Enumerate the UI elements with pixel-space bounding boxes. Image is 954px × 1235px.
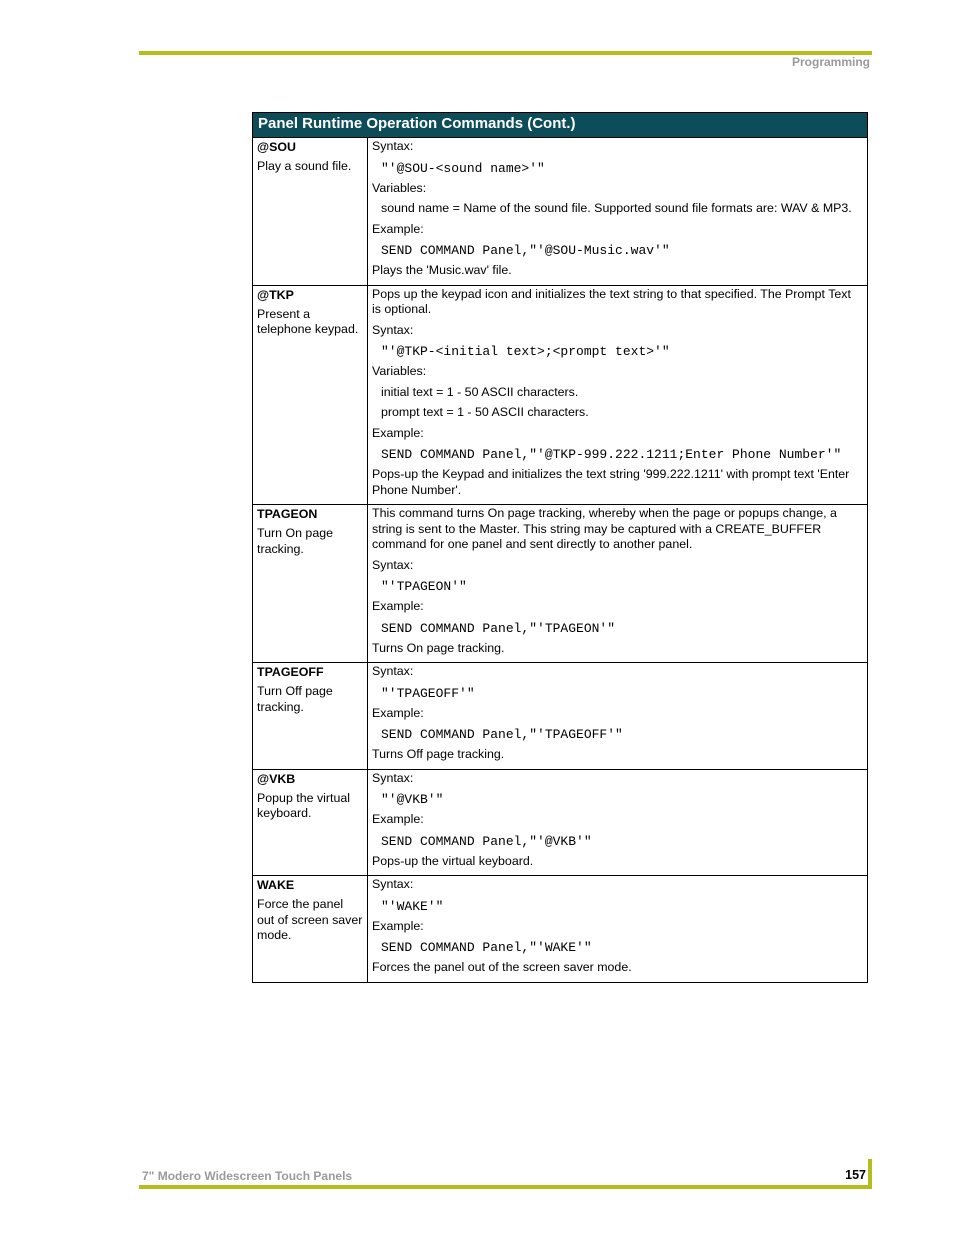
detail-text: Syntax: [372,557,414,572]
detail-text: Syntax: [372,322,414,337]
table-row [253,876,867,982]
code-line: SEND COMMAND Panel,"'WAKE'" [381,940,592,955]
detail-text: Pops up the keypad icon and initializes the text string to that specified. The Prompt Text is optional. [372,286,851,316]
detail-text: Variables: [372,180,427,195]
details-cell [368,770,867,876]
code-line: SEND COMMAND Panel,"'@TKP-999.222.1211;Enter Phone Number'" [381,447,842,462]
command-name: TPAGEON [257,507,318,521]
command-name: TPAGEOFF [257,665,324,679]
code-line: SEND COMMAND Panel,"'TPAGEOFF'" [381,727,623,742]
command-description: Force the panel out of screen saver mode. [257,897,363,942]
variable-line: prompt text = 1 - 50 ASCII characters. [381,405,589,419]
command-cell [253,663,368,769]
details-cell [368,876,867,982]
code-line: "'TPAGEOFF'" [381,685,475,701]
code-line: "'@SOU-<sound name>'" [381,160,545,176]
table-row [253,770,867,877]
detail-text: Syntax: [372,139,414,153]
details-cell [368,505,867,662]
command-name: @SOU [257,140,296,154]
detail-text: Syntax: [372,877,414,891]
detail-text: Pops-up the virtual keyboard. [372,853,534,868]
detail-text: Turns Off page tracking. [372,747,505,761]
detail-text: Example: [372,705,424,720]
command-name: @TKP [257,287,294,302]
command-name: @VKB [257,771,296,786]
command-name: WAKE [257,878,295,892]
detail-text: Pops-up the Keypad and initializes the text string '999.222.1211' with prompt text 'Enter Phone Number'. [372,467,850,497]
detail-text: Variables: [372,364,427,378]
detail-text: Example: [372,812,424,826]
detail-text: Plays the 'Music.wav' file. [372,263,512,277]
table-row [253,663,867,770]
table-row [253,286,867,506]
variable-line: sound name = Name of the sound file. Supported sound file formats are: WAV & MP3. [381,201,852,215]
code-line: "'@TKP-<initial text>;<prompt text>'" [381,344,670,359]
table-row [253,505,867,663]
code-line: "'@VKB'" [381,792,444,807]
detail-text: Example: [372,918,424,933]
detail-text: Turns On page tracking. [372,640,505,655]
detail-text: Example: [372,425,424,440]
detail-text: Syntax: [372,664,414,678]
detail-text: This command turns On page tracking, whereby when the page or popups change, a string is sent to the Master. This string may be captured with a CREATE_BUFFER command for one panel and sent directly to another panel. [372,506,837,551]
table-row [253,138,867,286]
page-number: 157 [845,1168,866,1182]
code-line: SEND COMMAND Panel,"'@SOU-Music.wav'" [381,243,670,258]
command-cell [253,286,368,505]
table-title: Panel Runtime Operation Commands (Cont.) [253,113,867,138]
detail-text: Example: [372,221,424,236]
commands-table [252,112,868,983]
command-description: Play a sound file. [257,159,352,173]
details-cell [368,663,867,769]
command-cell [253,505,368,662]
command-description: Turn On page tracking. [257,526,333,556]
footer-rule [139,1185,872,1189]
command-cell [253,770,368,876]
command-description: Present a telephone keypad. [257,306,359,336]
footer-title: 7" Modero Widescreen Touch Panels [142,1169,353,1183]
code-line: "'TPAGEON'" [381,579,467,594]
detail-text: Example: [372,599,424,613]
detail-text: Syntax: [372,770,414,785]
command-description: Turn Off page tracking. [257,684,333,714]
table-body [253,138,867,982]
command-cell [253,876,368,982]
code-line: "'WAKE'" [381,898,444,914]
command-cell [253,138,368,285]
variable-line: initial text = 1 - 50 ASCII characters. [381,384,579,399]
header-rule [139,51,872,55]
code-line: SEND COMMAND Panel,"'@VKB'" [381,833,592,849]
section-label: Programming [791,55,870,69]
details-cell [368,286,867,505]
details-cell [368,138,867,285]
detail-text: Forces the panel out of the screen saver mode. [372,960,632,974]
code-line: SEND COMMAND Panel,"'TPAGEON'" [381,620,616,636]
command-description: Popup the virtual keyboard. [257,790,350,820]
